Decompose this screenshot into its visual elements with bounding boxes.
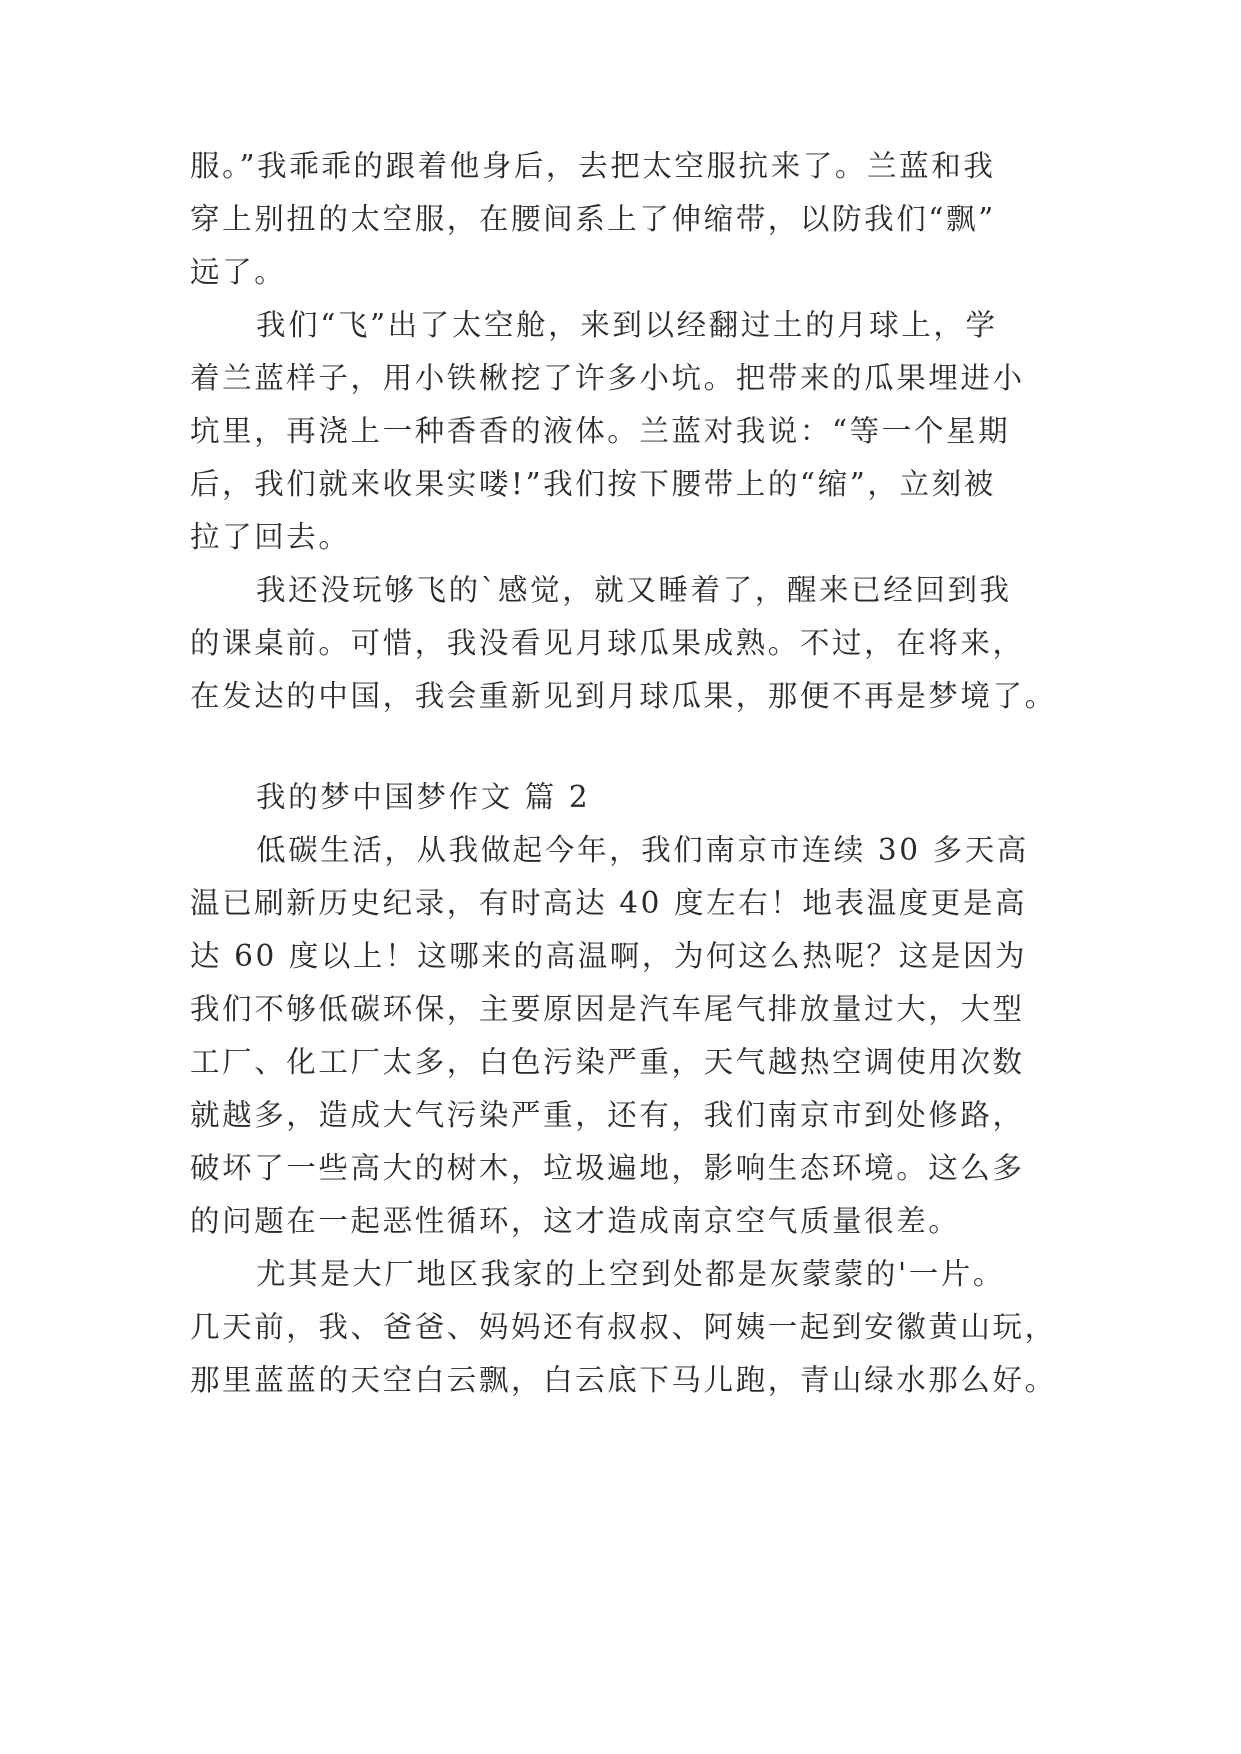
- text-line: 达 60 度以上！这哪来的高温啊，为何这么热呢？这是因为: [190, 939, 1028, 973]
- text-line: 尤其是大厂地区我家的上空到处都是灰蒙蒙的'一片。: [256, 1257, 1006, 1291]
- text-line: 温已刷新历史纪录，有时高达 40 度左右！地表温度更是高: [190, 886, 1028, 920]
- text-line: 着兰蓝样子，用小铁楸挖了许多小坑。把带来的瓜果埋进小: [190, 361, 1025, 395]
- text-line: 拉了回去。: [190, 520, 351, 554]
- text-line: 在发达的中国，我会重新见到月球瓜果，那便不再是梦境了。: [190, 679, 1057, 713]
- text-line: 的课桌前。可惜，我没看见月球瓜果成熟。不过，在将来，: [190, 626, 1025, 660]
- text-line: 低碳生活，从我做起今年，我们南京市连续 30 多天高: [256, 833, 1029, 867]
- text-line: 穿上别扭的太空服，在腰间系上了伸缩带，以防我们“飘”: [190, 202, 996, 236]
- text-line: 后，我们就来收果实喽!”我们按下腰带上的“缩”，立刻被: [190, 467, 996, 501]
- text-line: 那里蓝蓝的天空白云飘，白云底下马儿跑，青山绿水那么好。: [190, 1363, 1057, 1397]
- text-line: 几天前，我、爸爸、妈妈还有叔叔、阿姨一起到安徽黄山玩，: [190, 1310, 1057, 1344]
- text-line: 远了。: [190, 255, 287, 289]
- text-line: 坑里，再浇上一种香香的液体。兰蓝对我说：“等一个星期: [190, 414, 1011, 448]
- text-line: 我们“飞”出了太空舱，来到以经翻过土的月球上，学: [256, 308, 998, 342]
- section-heading: 我的梦中国梦作文 篇 2: [256, 780, 591, 814]
- text-line: 服。”我乖乖的跟着他身后，去把太空服抗来了。兰蓝和我: [190, 149, 996, 183]
- text-line: 我还没玩够飞的`感觉，就又睡着了，醒来已经回到我: [256, 573, 1012, 607]
- text-line: 破坏了一些高大的树木，垃圾遍地，影响生态环境。这么多: [190, 1151, 1025, 1185]
- text-line: 就越多，造成大气污染严重，还有，我们南京市到处修路，: [190, 1098, 1025, 1132]
- text-line: 工厂、化工厂太多，白色污染严重，天气越热空调使用次数: [190, 1045, 1025, 1079]
- text-line: 我们不够低碳环保，主要原因是汽车尾气排放量过大，大型: [190, 992, 1025, 1026]
- text-line: 的问题在一起恶性循环，这才造成南京空气质量很差。: [190, 1204, 961, 1238]
